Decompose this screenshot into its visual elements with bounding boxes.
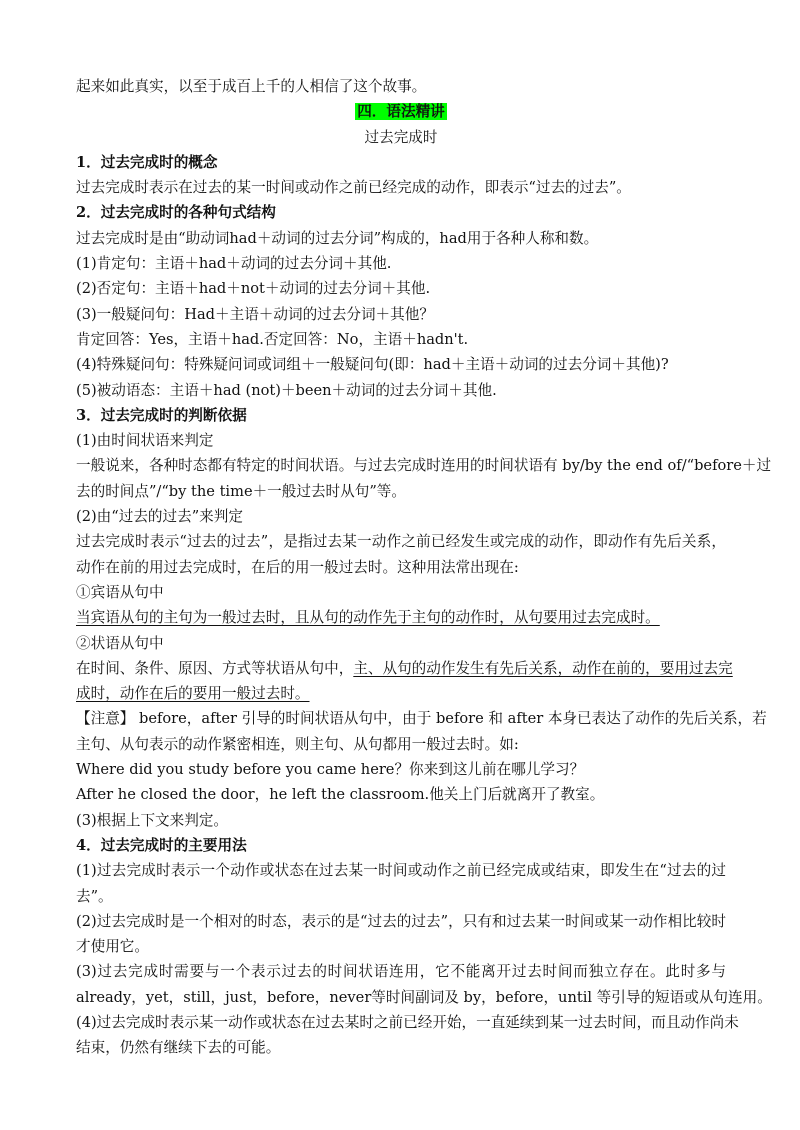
yes-no-question-form: (3)一般疑问句：Had＋主语＋动词的过去分词＋其他？ [76,305,434,323]
adverbial-clause-line-2: 成时，动作在后的要用一般过去时。 [76,685,310,703]
adverbial-clause-prefix: 在时间、条件、原因、方式等状语从句中， [76,659,354,677]
rule-past-of-past-title: (2)由“过去的过去”来判定 [76,508,243,526]
short-answers: 肯定回答：Yes，主语＋had.否定回答：No，主语＋hadn't. [76,330,469,348]
object-clause-title: ①宾语从句中 [76,583,164,601]
section-1-text: 过去完成时表示在过去的某一时间或动作之前已经完成的动作，即表示“过去的过去”。 [76,179,631,197]
rule-context-title: (3)根据上下文来判定。 [76,811,229,829]
negative-form: (2)否定句：主语＋had＋not＋动词的过去分词＋其他. [76,280,431,298]
usage-3-line-1: (3)过去完成时需要与一个表示过去的时间状语连用，它不能离开过去时间而独立存在。此时多与 [76,963,726,981]
section-3-heading: 3．过去完成时的判断依据 [76,406,247,424]
rule-adverbial-title: (1)由时间状语来判定 [76,432,214,450]
usage-2-line-1: (2)过去完成时是一个相对的时态，表示的是“过去的过去”，只有和过去某一时间或某一动作相比较时 [76,912,726,930]
usage-2-line-2: 才使用它。 [76,938,149,956]
adverbial-clause-underlined: 主、从句的动作发生有先后关系，动作在前的，要用过去完 [353,659,733,677]
passive-form: (5)被动语态：主语＋had (not)＋been＋动词的过去分词＋其他. [76,381,497,399]
section-heading: 四．语法精讲 [357,103,445,121]
section-1-heading: 1．过去完成时的概念 [76,153,218,171]
affirmative-form: (1)肯定句：主语＋had＋动词的过去分词＋其他. [76,255,392,273]
usage-4-line-2: 结束，仍然有继续下去的可能。 [76,1039,281,1057]
example-2: After he closed the door，he left the classroom.他关上门后就离开了教室。 [76,786,605,804]
document-page [76,74,772,1061]
adverbial-clause-line-2-row [76,681,726,706]
intro-tail-text: 起来如此真实，以至于成百上千的人相信了这个故事。 [76,78,427,95]
rule-adverbial-line-1: 一般说来，各种时态都有特定的时间状语。与过去完成时连用的时间状语有 by/by the end of/“before＋过 [76,457,772,475]
adverbial-clause-line-1 [76,656,733,681]
wh-question-form: (4)特殊疑问句：特殊疑问词或词组＋一般疑问句(即：had＋主语＋动词的过去分词＋其他)? [76,356,669,374]
section-2-intro: 过去完成时是由“助动词had＋动词的过去分词”构成的，had用于各种人称和数。 [76,229,599,247]
rule-past-of-past-line-1: 过去完成时表示“过去的过去”，是指过去某一动作之前已经发生或完成的动作，即动作有先后关系， [76,533,726,551]
usage-3-line-2: already，yet，still，just，before，never等时间副词及 by，before，until 等引导的短语或从句连用。 [76,988,772,1006]
section-2-heading: 2．过去完成时的各种句式结构 [76,204,276,222]
object-clause-text: 当宾语从句的主句为一般过去时，且从句的动作先于主句的动作时，从句要用过去完成时。 [76,609,660,627]
adverbial-clause-title: ②状语从句中 [76,634,164,652]
topic-title: 过去完成时 [364,128,438,146]
section-heading-row [76,99,726,124]
note-line-1: 【注意】 before，after 引导的时间状语从句中，由于 before 和 after 本身已表达了动作的先后关系，若 [76,710,767,728]
rule-adverbial-line-2: 去的时间点”/“by the time＋一般过去时从句”等。 [76,482,406,500]
example-1: Where did you study before you came here？你来到这儿前在哪儿学习？ [76,761,585,779]
section-4-heading: 4．过去完成时的主要用法 [76,836,247,854]
usage-1-line-1: (1)过去完成时表示一个动作或状态在过去某一时间或动作之前已经完成或结束，即发生在“过去的过 [76,862,726,880]
object-clause-row [76,605,726,630]
usage-4-line-1: (4)过去完成时表示某一动作或状态在过去某时之前已经开始，一直延续到某一过去时间，而且动作尚未 [76,1013,739,1031]
note-line-2: 主句、从句表示的动作紧密相连，则主句、从句都用一般过去时。如: [76,735,519,753]
rule-past-of-past-line-2: 动作在前的用过去完成时，在后的用一般过去时。这种用法常出现在: [76,558,519,576]
usage-1-line-2: 去”。 [76,887,113,905]
